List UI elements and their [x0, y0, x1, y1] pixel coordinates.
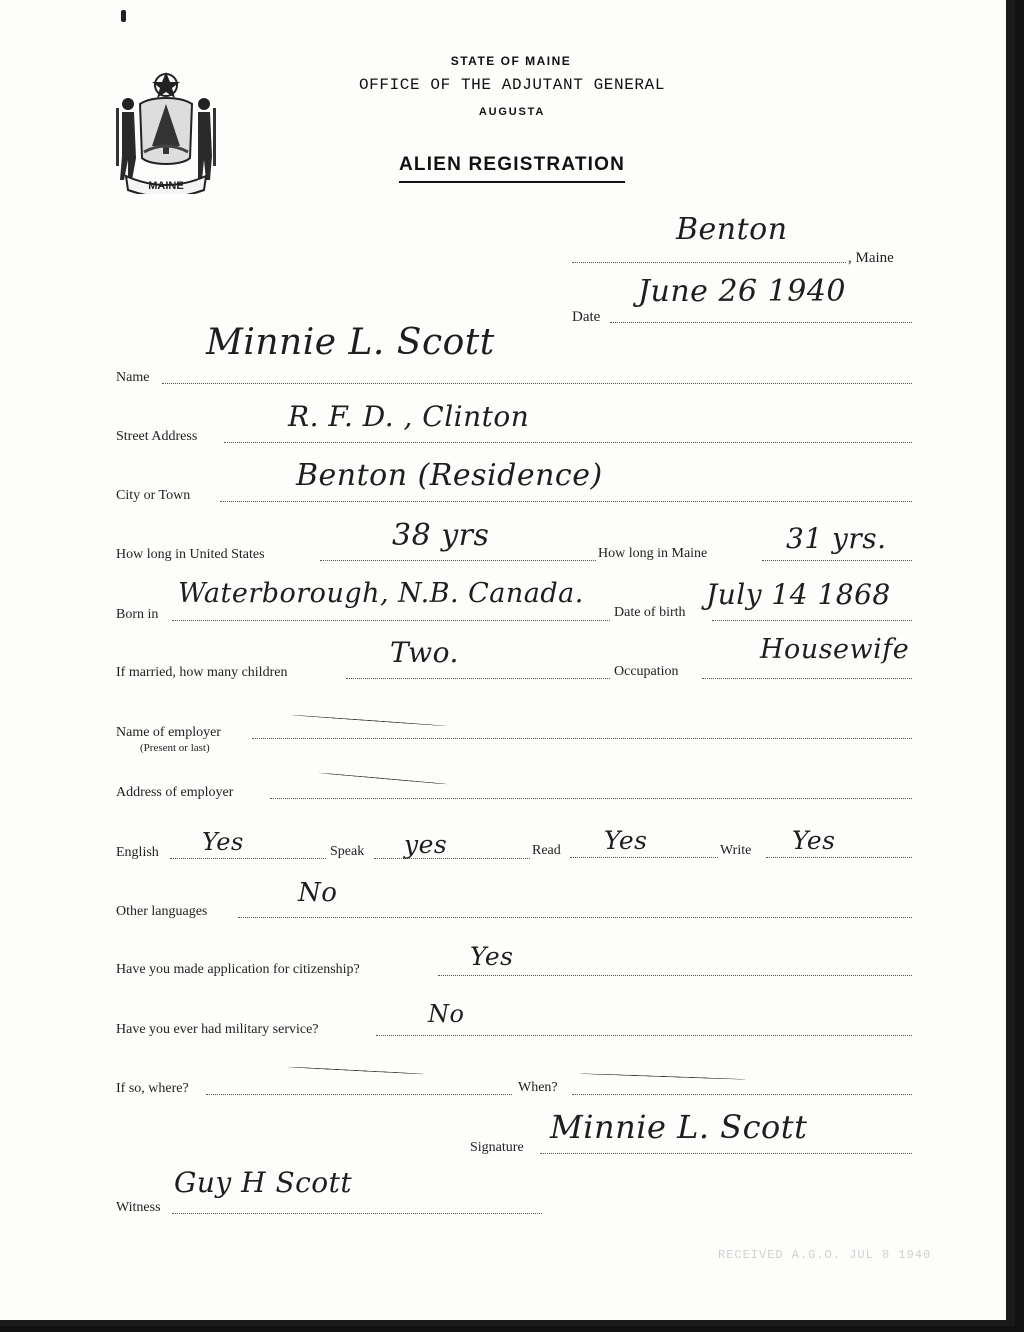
signature-line	[540, 1153, 912, 1154]
write-value: Yes	[792, 826, 836, 855]
speak-label: Speak	[330, 844, 365, 859]
when-label: When?	[518, 1080, 558, 1095]
occupation-value: Housewife	[760, 634, 910, 665]
header-city: AUGUSTA	[478, 106, 546, 118]
form-title-text: ALIEN REGISTRATION	[399, 154, 625, 183]
children-line	[346, 678, 610, 679]
speak-value: yes	[404, 830, 448, 859]
how-long-maine-line	[762, 560, 912, 561]
read-line	[570, 857, 718, 858]
write-line	[766, 857, 912, 858]
signature-label: Signature	[470, 1140, 524, 1155]
town-line	[572, 262, 846, 263]
name-line	[162, 383, 912, 384]
where-line	[206, 1094, 512, 1095]
write-label: Write	[720, 843, 752, 858]
english-label: English	[116, 845, 159, 860]
when-line	[572, 1094, 912, 1095]
occupation-line	[702, 678, 912, 679]
employer-address-label: Address of employer	[116, 785, 234, 800]
witness-line	[172, 1213, 542, 1214]
when-dash-mark	[580, 1073, 746, 1080]
born-in-label: Born in	[116, 607, 159, 622]
children-label: If married, how many children	[116, 665, 288, 680]
born-in-line	[172, 620, 610, 621]
form-title	[0, 154, 1024, 183]
signature-value: Minnie L. Scott	[550, 1108, 808, 1146]
city-line	[220, 501, 912, 502]
received-stamp: RECEIVED A.G.O. JUL 8 1940	[718, 1248, 932, 1262]
where-dash-mark	[288, 1066, 424, 1074]
employer-address-dash-mark	[318, 772, 448, 784]
employer-address-line	[270, 798, 912, 799]
date-label: Date	[572, 309, 601, 325]
corner-mark	[121, 10, 126, 22]
date-value: June 26 1940	[638, 274, 847, 309]
how-long-us-line	[320, 560, 596, 561]
other-lang-line	[238, 917, 912, 918]
occupation-label: Occupation	[614, 664, 679, 679]
town-value: Benton	[676, 212, 788, 247]
citizenship-value: Yes	[470, 942, 514, 971]
street-line	[224, 442, 912, 443]
military-line	[376, 1035, 912, 1036]
how-long-maine-value: 31 yrs.	[786, 522, 887, 555]
name-value: Minnie L. Scott	[206, 322, 495, 363]
english-line	[170, 858, 326, 859]
dob-line	[712, 620, 912, 621]
dob-value: July 14 1868	[706, 578, 891, 611]
english-value: Yes	[202, 828, 244, 856]
header-state: STATE OF MAINE	[450, 54, 572, 68]
military-value: No	[428, 1000, 465, 1028]
citizenship-line	[438, 975, 912, 976]
town-suffix-label: , Maine	[848, 250, 894, 266]
how-long-maine-label: How long in Maine	[598, 546, 708, 561]
born-in-value: Waterborough, N.B. Canada.	[178, 578, 584, 609]
header-office: OFFICE OF THE ADJUTANT GENERAL	[358, 76, 666, 94]
employer-label: Name of employer	[116, 725, 221, 740]
other-lang-label: Other languages	[116, 904, 208, 919]
how-long-us-value: 38 yrs	[392, 518, 490, 553]
city-label: City or Town	[116, 488, 191, 503]
name-label: Name	[116, 370, 150, 385]
other-lang-value: No	[298, 878, 338, 908]
street-value: R. F. D. , Clinton	[288, 400, 530, 433]
city-value: Benton (Residence)	[296, 458, 603, 493]
dob-label: Date of birth	[614, 605, 686, 620]
read-label: Read	[532, 843, 561, 858]
citizenship-label: Have you made application for citizenship?	[116, 962, 360, 977]
how-long-us-label: How long in United States	[116, 547, 265, 562]
employer-dash-mark	[292, 715, 446, 727]
read-value: Yes	[604, 826, 648, 855]
witness-label: Witness	[116, 1200, 161, 1215]
speak-line	[374, 858, 530, 859]
children-value: Two.	[390, 636, 459, 669]
where-label: If so, where?	[116, 1081, 189, 1096]
military-label: Have you ever had military service?	[116, 1022, 319, 1037]
street-label: Street Address	[116, 429, 198, 444]
seal-banner-text: MAINE	[148, 180, 184, 192]
witness-value: Guy H Scott	[174, 1166, 353, 1199]
employer-sub-label: (Present or last)	[140, 742, 210, 754]
date-line	[610, 322, 912, 323]
employer-line	[252, 738, 912, 739]
